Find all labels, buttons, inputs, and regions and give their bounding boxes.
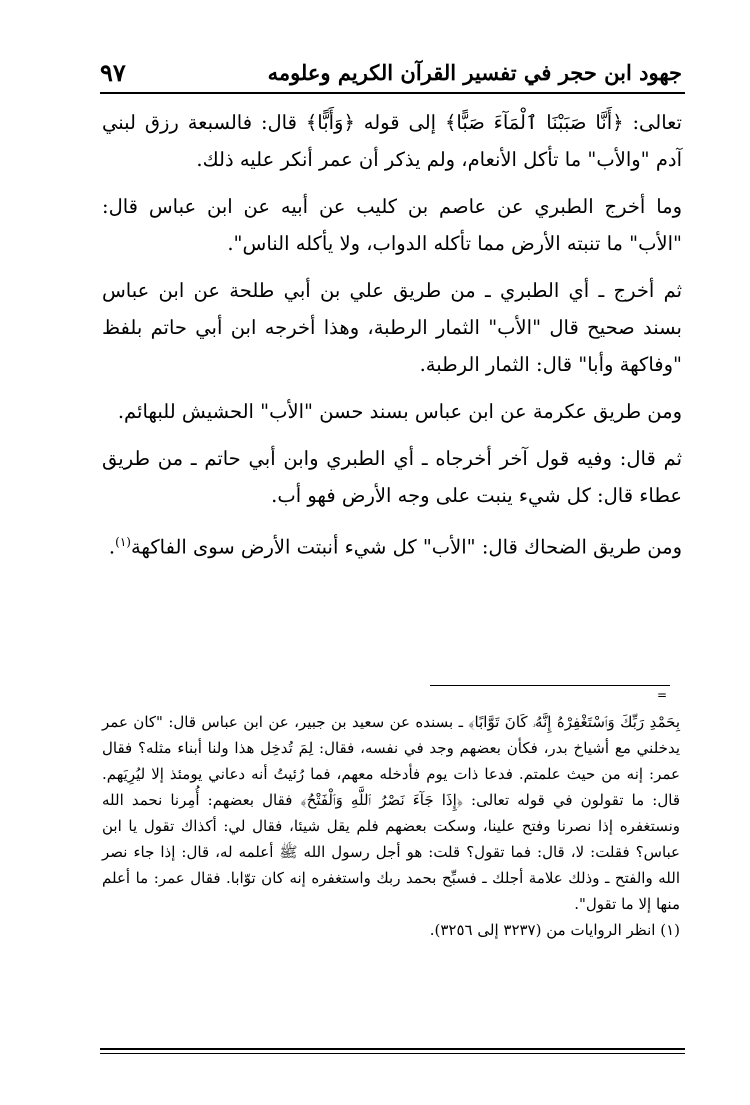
footnote-reference: (١)	[115, 535, 131, 549]
paragraph: وما أخرج الطبري عن عاصم بن كليب عن أبيه عن ابن عباس قال: "الأب" ما تنبته الأرض مما تأكله الدواب، ولا يأكله الناس".	[102, 195, 682, 255]
page-number: ٩٧	[100, 58, 126, 87]
footnote-continuation: بِحَمْدِ رَبِّكَ وَٱسْتَغْفِرْهُ إِنَّهُۥ كَانَ تَوَّابًا﴾ ـ بسنده عن سعيد بن جبير، عن ابن عباس قال: "كان عمر يدخلني مع أشياخ بدر، فكأن بعضهم وجد في نفسه، فقال: لِمَ تُدخِل هذا ولنا أبناء مثله؟ فقال عمر: إنه من حيث علمتم. فدعا ذات يوم فأدخله معهم، فما رُئيتُ أنه دعاني يومئذ إلا ليُرِيَهم. قال: ما تقولون في قوله تعالى: ﴿إِذَا جَآءَ نَصْرُ ٱللَّهِ وَٱلْفَتْحُ﴾ فقال بعضهم: أُمِرنا نحمد الله ونستغفره إذا نصرنا وفتح علينا، وسكت بعضهم فلم يقل شيئا، فقال لي: أكذاك تقول يا ابن عباس؟ فقلت: لا، قال: فما تقول؟ قلت: هو أجل رسول الله ﷺ أعلمه له، قال: إذا جاء نصر الله والفتح ـ وذلك علامة أجلك ـ فسبِّح بحمد ربك واستغفره إنه كان توّابا. فقال عمر: ما أعلم منها إلا ما تقول".	[102, 713, 680, 913]
paragraph	[102, 524, 682, 566]
page-header	[100, 58, 682, 88]
footnote-1: (١) انظر الروايات من (٣٢٣٧ إلى ٣٢٥٦).	[429, 921, 680, 939]
header-rule	[100, 92, 685, 94]
footnote-continuation-mark: =	[657, 688, 668, 702]
footnotes	[102, 709, 680, 943]
running-title: جهود ابن حجر في تفسير القرآن الكريم وعلومه	[267, 60, 682, 85]
main-text	[102, 104, 682, 576]
paragraph: تعالى: ﴿أَنَّا صَبَبْنَا ٱلْمَآءَ صَبًّا﴾ إلى قوله ﴿وَأَبًّا﴾ قال: فالسبعة رزق لبني آدم "والأب" ما تأكل الأنعام، ولم يذكر أن عمر أنكر عليه ذلك.	[102, 111, 682, 171]
paragraph-text: ومن طريق الضحاك قال: "الأب" كل شيء أنبتت الأرض سوى الفاكهة	[130, 535, 682, 559]
bottom-rule	[100, 1048, 685, 1050]
bottom-rule-thin	[100, 1053, 685, 1054]
paragraph: ثم أخرج ـ أي الطبري ـ من طريق علي بن أبي طلحة عن ابن عباس بسند صحيح قال "الأب" الثمار الرطبة، وهذا أخرجه ابن أبي حاتم بلفظ "وفاكهة وأبا" قال: الثمار الرطبة.	[102, 279, 682, 376]
footnote-separator	[430, 685, 670, 686]
paragraph: ثم قال: وفيه قول آخر أخرجاه ـ أي الطبري وابن أبي حاتم ـ من طريق عطاء قال: كل شيء ينبت على وجه الأرض فهو أب.	[102, 447, 682, 507]
paragraph-end: .	[108, 535, 116, 559]
paragraph: ومن طريق عكرمة عن ابن عباس بسند حسن "الأب" الحشيش للبهائم.	[117, 400, 682, 423]
